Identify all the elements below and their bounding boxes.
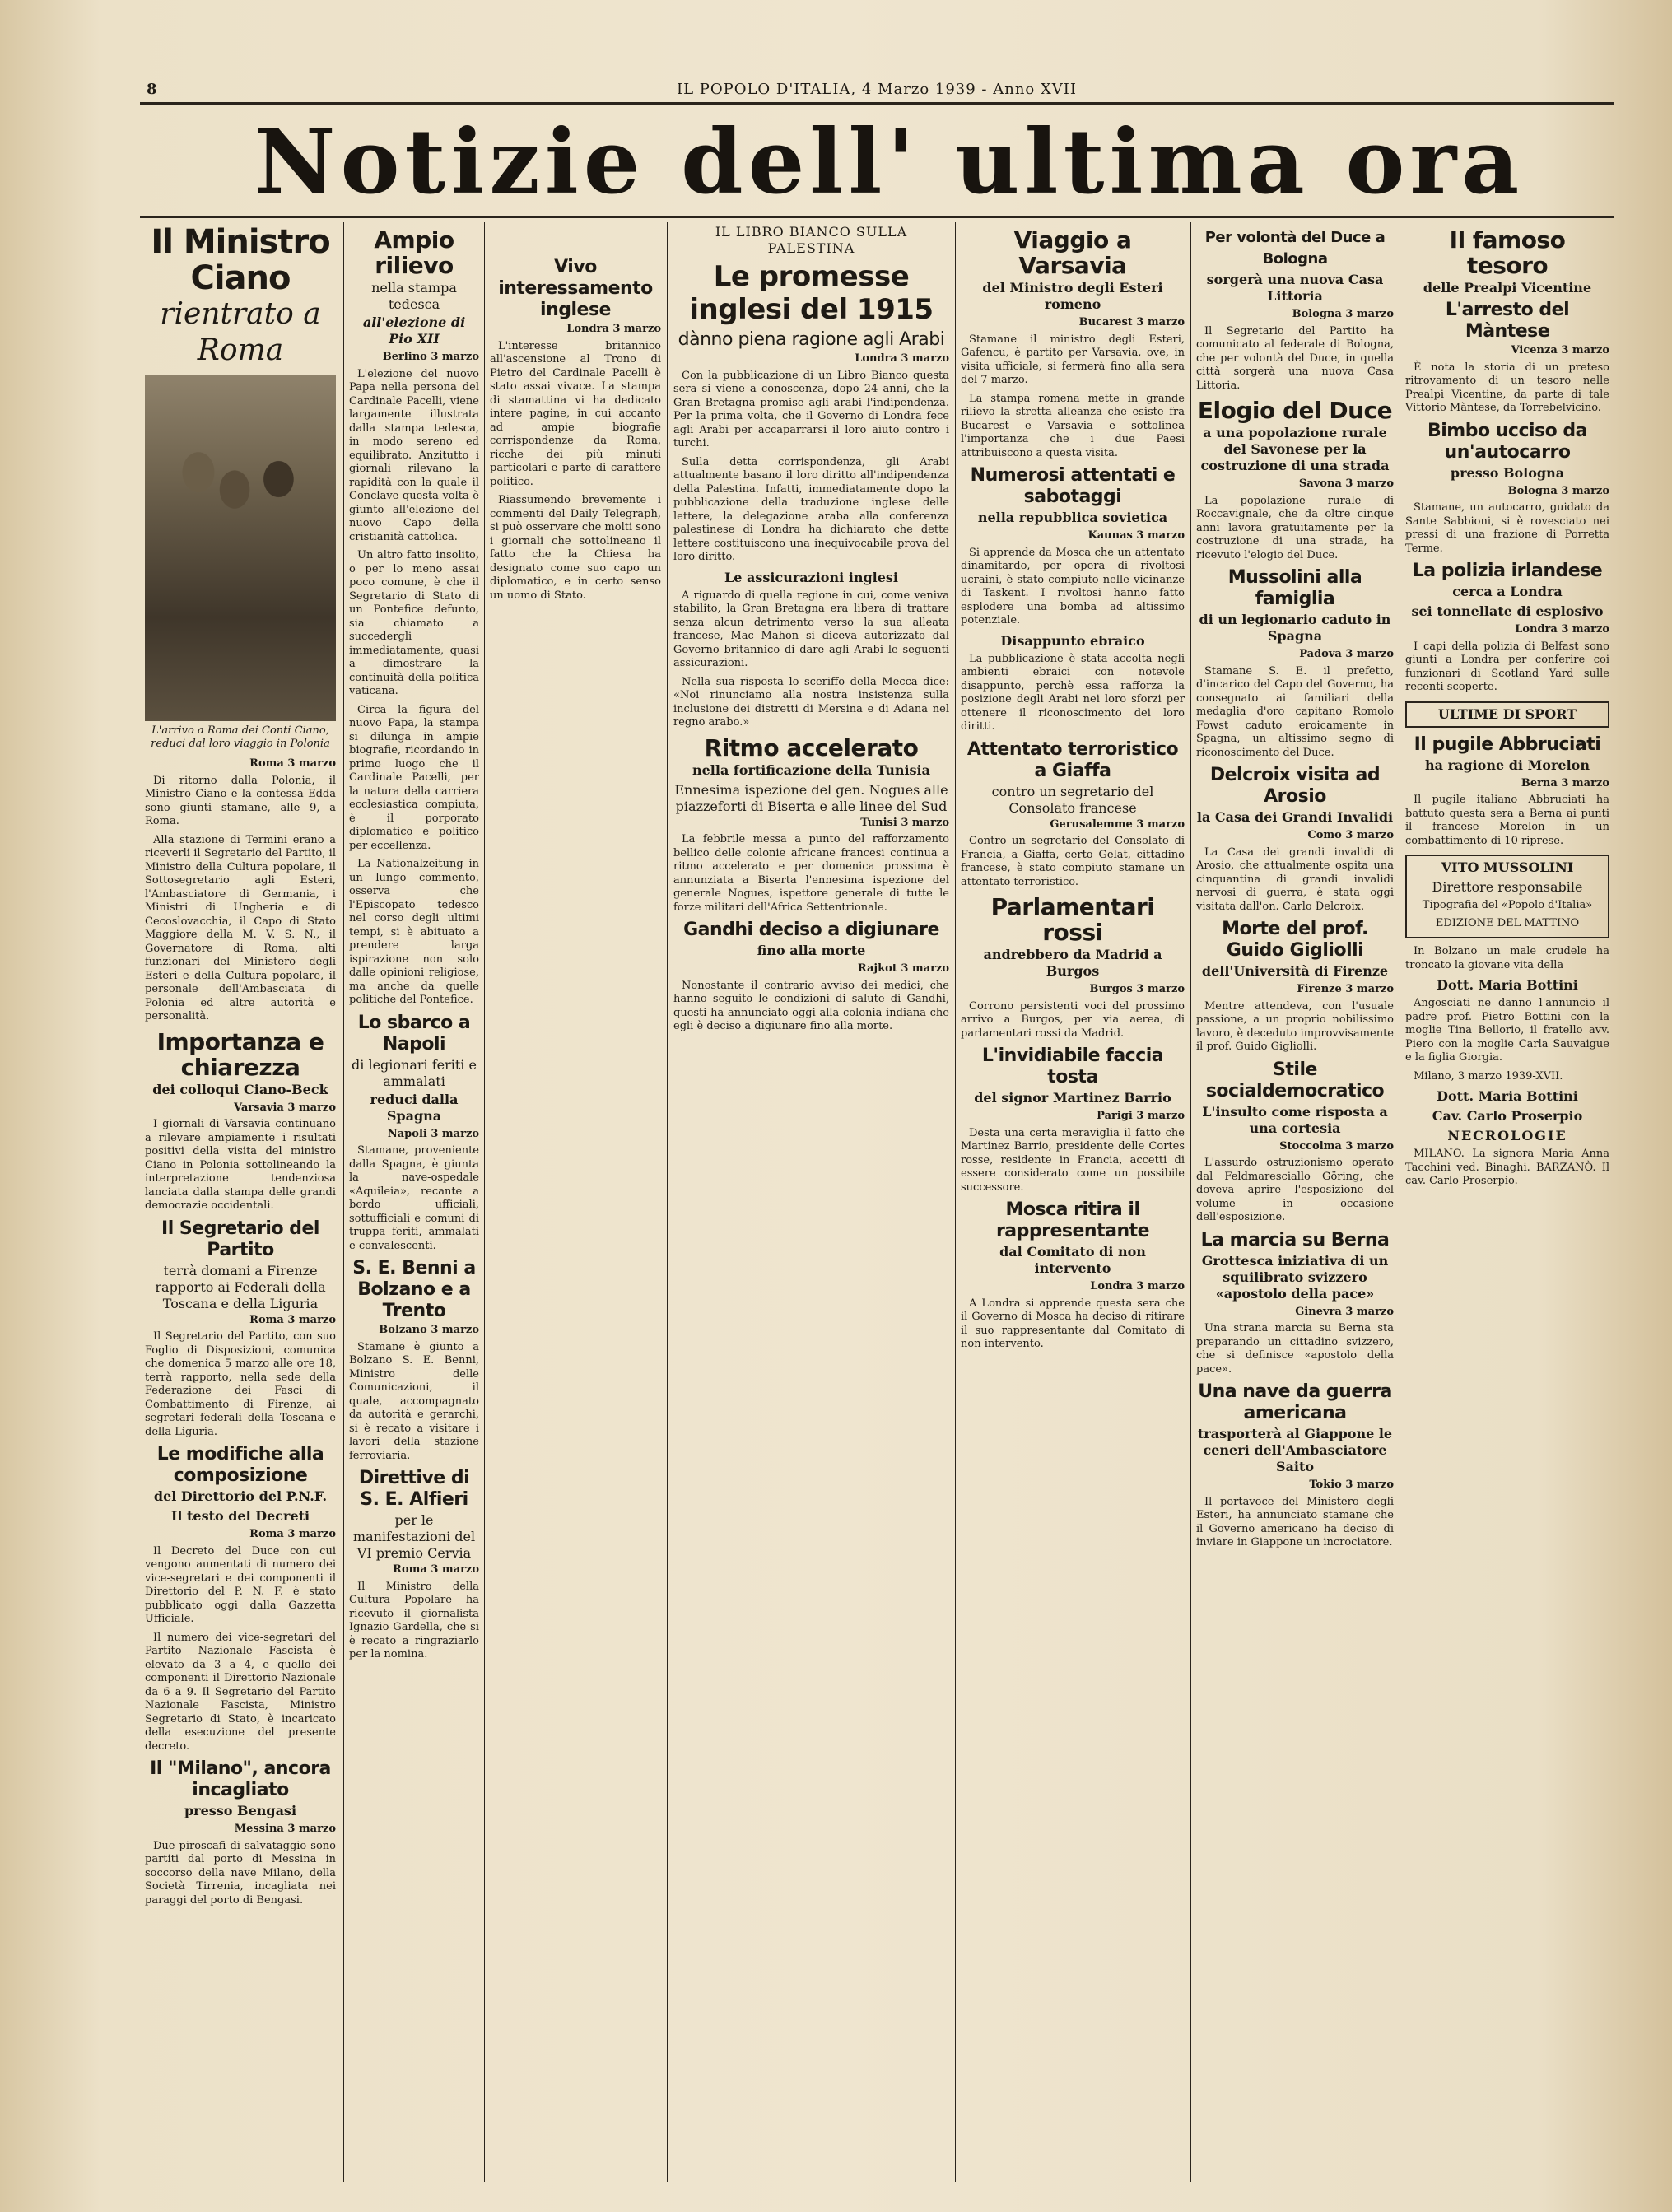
dateline: Berlino 3 marzo (382, 351, 479, 363)
article-headline: S. E. Benni a Bolzano e a Trento (352, 1258, 476, 1321)
page-number: 8 (147, 81, 158, 98)
printer-name: Tipografia del «Popolo d'Italia» (1422, 899, 1593, 911)
dateline: Roma 3 marzo (249, 1313, 336, 1326)
article-headline: Mussolini alla famiglia (1227, 567, 1362, 609)
article-paragraph: La febbrile messa a punto del rafforzamento bellico delle colonie africane francesi continua a ritmo accelerato e per domenica prossima è annunziata a Biserta l'ennesima ispezione del generale Nogues, ispettore generale di tutte le forze militari dell'Africa Settentrionale. (673, 833, 949, 914)
dateline: Bologna 3 marzo (1292, 308, 1394, 320)
article-headline: L'arresto del Màntese (1445, 300, 1570, 342)
article-headline: Lo sbarco a Napoli (357, 1012, 471, 1055)
dateline: Messina 3 marzo (234, 1823, 336, 1835)
article-paragraph: Si apprende da Mosca che un attentato dinamitardo, per opera di rivoltosi ucraini, è stato compiuto nelle vicinanze di Taskent. I rivoltosi hanno fatto esplodere una bomba ad altissimo potenziale. (961, 546, 1185, 626)
article-headline: Mosca ritira il rappresentante (995, 1199, 1150, 1241)
dateline: Padova 3 marzo (1299, 648, 1394, 660)
article-headline: Le modifiche alla composizione (156, 1444, 324, 1486)
article-headline: Il Segretario del Partito (161, 1218, 319, 1260)
article-paragraph: Con la pubblicazione di un Libro Bianco questa sera si viene a conoscenza, dopo 24 anni, che la Gran Bretagna promise agli arabi l'indipendenza. Per la prima volta, che il Governo di Londra fece agli Arabi per accaparrarsi il loro aiuto contro i turchi. (673, 369, 949, 449)
article-subheadline: nella stampa tedesca (371, 280, 457, 312)
dateline: Berna 3 marzo (1521, 776, 1609, 789)
article-paragraph: Il portavoce del Ministero degli Esteri, ha annunciato stamane che il Governo americano ha deciso di inviare in Giappone un incrociatore. (1196, 1495, 1394, 1548)
article-paragraph: Stamane, proveniente dalla Spagna, è giunta la nave-ospedale «Aquileia», recante a bordo ufficiali, sottufficiali e comuni di truppa feriti, ammalati e convalescenti. (349, 1144, 479, 1252)
article-subheadline: Ennesima ispezione del gen. Nogues alle piazzeforti di Biserta e alle linee del Sud (674, 781, 948, 814)
dateline: Roma 3 marzo (249, 757, 336, 770)
dateline: Burgos 3 marzo (1089, 983, 1185, 995)
article-headline: La marcia su Berna (1200, 1229, 1390, 1250)
dateline: Londra 3 marzo (566, 323, 661, 335)
ciano-arrival-photo (145, 375, 336, 721)
article-subheadline: sorgerà una nuova Casa Littoria (1206, 272, 1384, 304)
column-1 (145, 224, 336, 2175)
article-paragraph: Angosciati ne danno l'annuncio il padre prof. Pietro Bottini con la moglie Tina Bellorio, il fratello avv. Piero con la moglie Carla Sauvaigue e la figlia Giorgia. (1405, 997, 1609, 1064)
article-subheadline: del Ministro degli Esteri romeno (982, 280, 1163, 312)
dateline: Stoccolma 3 marzo (1279, 1139, 1394, 1153)
masthead (140, 77, 1614, 105)
article-paragraph: Sulla detta corrispondenza, gli Arabi attualmente basano il loro diritto all'indipendenza della Palestina. Infatti, immediatamente dopo la pubblicazione della traduzione inglese delle lettere, la delegazione araba alla conferenza palestinese di Londra ha dichiarato che dette lettere costituiscono una inequivocabile prova del loro diritto. (673, 455, 949, 563)
article-subheadline: ha ragione di Morelon (1425, 757, 1590, 773)
column-rule (1190, 222, 1191, 2182)
article-paragraph: A Londra si apprende questa sera che il Governo di Mosca ha deciso di ritirare il suo rappresentante dal Comitato di non intervento. (961, 1297, 1185, 1350)
article-subheadline: Grottesca iniziativa di un squilibrato svizzero «apostolo della pace» (1201, 1252, 1389, 1302)
article-subheadline: sei tonnellate di esplosivo (1411, 603, 1604, 619)
photo-caption: L'arrivo a Roma dei Conti Ciano, reduci dal loro viaggio in Polonia (151, 724, 330, 750)
dateline: Bolzano 3 marzo (379, 1324, 479, 1336)
article-subheadline: andrebbero da Madrid a Burgos (983, 947, 1162, 979)
article-paragraph: Il pugile italiano Abbruciati ha battuto questa sera a Berna ai punti il francese Morelon in un combattimento di 10 riprese. (1405, 794, 1609, 847)
necrology-heading: NECROLOGIE (1447, 1128, 1567, 1143)
article-paragraph: Il Ministro della Cultura Popolare ha ricevuto il giornalista Ignazio Gardella, che si è recato a ringraziarlo per la nomina. (349, 1580, 479, 1660)
article-headline: Una nave da guerra americana (1198, 1381, 1392, 1423)
article-subheading: Disappunto ebraico (1000, 632, 1145, 649)
article-headline: Ampio rilievo (374, 226, 454, 279)
column-rule (955, 222, 956, 2182)
article-paragraph: La popolazione rurale di Roccavignale, che da oltre cinque anni lavora gratuitamente per la costruzione di una strada, ha ricevuto l'elogio del Duce. (1196, 494, 1394, 561)
article-headline: La polizia irlandese (1412, 561, 1603, 581)
sport-section-box: ULTIME DI SPORT (1405, 701, 1609, 728)
dateline: Firenze 3 marzo (1297, 983, 1394, 995)
article-headline: Viaggio a Varsavia (1013, 226, 1132, 279)
column-rule (667, 222, 668, 2182)
dateline: Savona 3 marzo (1298, 477, 1394, 490)
article-headline: Bimbo ucciso da un'autocarro (1427, 420, 1587, 463)
article-headline: Il pugile Abbruciati (1414, 733, 1601, 755)
article-paragraph: La pubblicazione è stata accolta negli ambienti ebraici con notevole disappunto, perchè essa rafforza la posizione degli Arabi nei loro sforzi per ottenere il riconoscimento dei loro diritti. (961, 652, 1185, 733)
article-paragraph: In Bolzano un male crudele ha troncato la giovane vita della (1405, 945, 1609, 971)
dateline: Kaunas 3 marzo (1087, 529, 1185, 542)
article-paragraph: Corrono persistenti voci del prossimo arrivo a Burgos, per via aerea, di parlamentari rossi da Madrid. (961, 999, 1185, 1040)
article-paragraph: È nota la storia di un preteso ritrovamento di un tesoro nelle Prealpi Vicentine, da parte di tale Vittorio Màntese, da Torrebelvicino. (1405, 361, 1609, 414)
article-subheadline: del signor Martinez Barrio (974, 1090, 1171, 1106)
article-paragraph: L'elezione del nuovo Papa nella persona del Cardinale Pacelli, viene largamente illustrata dalla stampa tedesca, in modo sereno ed equilibrato. Anzitutto i giornali rilevano la rapidità con la quale il Conclave questa volta è giunto all'elezione del nuovo Capo della cristianità cattolica. (349, 367, 479, 543)
article-paragraph: L'interesse britannico all'ascensione al Trono di Pietro del Cardinale Pacelli è stato assai vivace. La stampa di stamattina vi ha dedicato intere pagine, in cui accanto ad ampie biografie corrispondenze da Roma, ricche dei più minuti particolari e parte di carattere politico. (490, 339, 661, 488)
article-headline: Importanza e chiarezza (156, 1027, 324, 1081)
column-6 (1196, 224, 1394, 2175)
article-subheadline: L'insulto come risposta a una cortesia (1202, 1103, 1388, 1136)
article-subheadline: la Casa dei Grandi Invalidi (1196, 809, 1394, 825)
column-rule (484, 222, 485, 2182)
article-paragraph: MILANO. La signora Maria Anna Tacchini ved. Binaghi. BARZANÒ. Il cav. Carlo Proserpio. (1405, 1148, 1609, 1187)
edition-label: EDIZIONE DEL MATTINO (1435, 917, 1580, 929)
article-subheadline: fino alla morte (757, 943, 866, 958)
director-name: VITO MUSSOLINI (1441, 859, 1574, 875)
article-subheadline: del Direttorio del P.N.F. (153, 1488, 328, 1504)
dateline: Gerusalemme 3 marzo (1050, 817, 1185, 831)
column-5 (961, 224, 1185, 2175)
article-paragraph: A riguardo di quella regione in cui, come veniva stabilito, la Gran Bretagna era libera di trattare senza alcun detrimento verso la sua alleata francese, Mac Mahon si diceva autorizzato dal Governo britannico di dare agli Arabi le seguenti assicurazioni. (673, 589, 949, 669)
article-paragraph: I giornali di Varsavia continuano a rilevare ampiamente i risultati positivi della visita del ministro Ciano in Polonia sottolineando la interpretazione tendenziosa lanciata dalla stampa delle grandi democrazie occidentali. (145, 1118, 336, 1212)
dateline: Vicenza 3 marzo (1511, 344, 1609, 356)
dateline: Roma 3 marzo (249, 1528, 336, 1540)
column-7 (1405, 224, 1609, 2175)
article-paragraph: I capi della polizia di Belfast sono giunti a Londra per conferire coi funzionari di Scotland Yard sulle recenti scoperte. (1405, 640, 1609, 693)
imprint-box (1405, 855, 1609, 938)
article-subheadline: terrà domani a Firenze rapporto ai Federali della Toscana e della Liguria (155, 1262, 326, 1311)
dateline: Como 3 marzo (1307, 829, 1394, 841)
article-paragraph: Desta una certa meraviglia il fatto che Martinez Barrio, presidente delle Cortes rosse, residente in Francia, accetti di essere considerato come un possibile successore. (961, 1126, 1185, 1194)
article-paragraph: Stamane S. E. il prefetto, d'incarico del Capo del Governo, ha consegnato ai familiari della medaglia d'oro capitano Romolo Fowst caduto eroicamente in Spagna, un altissimo segno di riconoscimento del Duce. (1196, 664, 1394, 759)
masthead-title: IL POPOLO D'ITALIA, 4 Marzo 1939 - Anno XVII (676, 81, 1078, 98)
article-subheadline: a una popolazione rurale del Savonese per la costruzione di una strada (1200, 425, 1390, 473)
article-paragraph: Stamane il ministro degli Esteri, Gafencu, è partito per Varsavia, ove, in visita ufficiale, si fermerà fino alla sera del 7 marzo. (961, 333, 1185, 386)
article-paragraph: Alla stazione di Termini erano a riceverli il Segretario del Partito, il Ministro della Cultura popolare, il Sottosegretario agli Esteri, l'Ambasciatore di Germania, i Ministri di Ungheria e di Cecoslovacchia, il Capo di Stato Maggiore della M. V. S. N., il Governatore di Roma, alti funzionari del Ministero degli Esteri e della Cultura popolare, il personale dell'Ambasciata di Polonia ed altre autorità e personalità. (145, 833, 336, 1022)
dateline: Londra 3 marzo (1090, 1280, 1185, 1292)
headline-rule (140, 216, 1614, 218)
article-headline: Il famoso tesoro (1449, 226, 1566, 279)
article-headline: Delcroix visita ad Arosio (1209, 765, 1381, 807)
article-headline: Morte del prof. Guido Gigliolli (1222, 919, 1368, 961)
article-subheadline: cerca a Londra (1452, 584, 1563, 599)
article-paragraph: Il Segretario del Partito ha comunicato al federale di Bologna, che per volontà del Duce, in quella città sorgerà una nuova Casa Littoria. (1196, 324, 1394, 392)
article-subheading: Le assicurazioni inglesi (724, 569, 898, 585)
article-subheadline: trasporterà al Giappone le ceneri dell'Ambasciatore Saito (1197, 1426, 1393, 1474)
article-headline: Attentato terroristico a Giaffa (966, 738, 1179, 781)
article-subheadline: dell'Università di Firenze (1201, 963, 1389, 979)
article-paragraph: Un altro fatto insolito, o per lo meno assai poco comune, è che il Segretario di Stato di un Pontefice defunto, sia chiamato a succedergli immediatamente, quasi a dimostrare la continuità della politica vaticana. (349, 549, 479, 697)
article-headline: Gandhi deciso a digiunare (683, 920, 939, 940)
article-paragraph: Il Decreto del Duce con cui vengono aumentati di numero dei vice-segretari e dei componenti il Direttorio del P. N. F. è stato pubblicato oggi dalla Gazzetta Ufficiale. (145, 1544, 336, 1625)
dateline: Tokio 3 marzo (1309, 1479, 1394, 1491)
article-subheadline: di legionari feriti e ammalati (352, 1056, 477, 1089)
dateline: Roma 3 marzo (393, 1563, 479, 1576)
article-paragraph: Mentre attendeva, con l'usuale passione, a un proprio nobilissimo lavoro, è deceduto improvvisamente il prof. Guido Gigliolli. (1196, 999, 1394, 1053)
article-paragraph: L'assurdo ostruzionismo operato dal Feldmaresciallo Göring, che doveva aprire l'esposizione del volume in occasione dell'esposizione. (1196, 1157, 1394, 1223)
obituary-name: Dott. Maria Bottini (1437, 1088, 1578, 1104)
article-subheadline: nella fortificazione della Tunisia (692, 761, 930, 778)
obituary-name: Dott. Maria Bottini (1437, 977, 1578, 993)
article-paragraph: Milano, 3 marzo 1939-XVII. (1414, 1069, 1563, 1083)
article-headline: L'invidiabile faccia tosta (981, 1045, 1164, 1087)
dateline: Bucarest 3 marzo (1078, 316, 1185, 328)
dateline: Rajkot 3 marzo (857, 962, 949, 975)
article-subheadline: per le manifestazioni del VI premio Cervia (352, 1512, 476, 1561)
article-headline: Direttive di S. E. Alfieri (358, 1468, 470, 1510)
column-2 (349, 224, 479, 2175)
article-subheadline: reduci dalla Spagna (370, 1091, 459, 1124)
article-subheadline: presso Bologna (1450, 464, 1565, 481)
dateline: Bologna 3 marzo (1507, 484, 1609, 497)
article-headline: Stile socialdemocratico (1205, 1059, 1385, 1101)
article-paragraph: Nonostante il contrario avviso dei medici, che hanno seguito le condizioni di salute di Gandhi, questi ha annunciato oggi alla colonia indiana che egli è deciso a digiunare fino alla morte. (673, 979, 949, 1032)
article-subheadline: di un legionario caduto in Spagna (1199, 612, 1391, 644)
article-paragraph: La Nationalzeitung in un lungo commento, osserva che l'Episcopato tedesco nel corso degli ultimi tempi, si è abituato a prendere larga ispirazione non solo dalle opinioni religiose, ma anche da quelle politiche del Pontefice. (349, 858, 479, 1006)
article-headline: Ritmo accelerato (704, 733, 919, 761)
dateline: Londra 3 marzo (1515, 623, 1609, 636)
article-headline: Il "Milano", ancora incagliato (150, 1758, 331, 1800)
article-subheadline: presso Bengasi (184, 1803, 297, 1818)
article-paragraph: La Casa dei grandi invalidi di Arosio, che attualmente ospita una cinquantina di grandi invalidi nervosi di guerra, è stata oggi visitata dall'on. Carlo Delcroix. (1196, 845, 1394, 913)
article-headline: Parlamentari rossi (990, 893, 1155, 946)
article-paragraph: Una strana marcia su Berna sta preparando un cittadino svizzero, che si definisce «apostolo della pace». (1196, 1322, 1394, 1376)
obituary-name: Cav. Carlo Proserpio (1432, 1108, 1583, 1124)
article-headline: Vivo interessamento inglese (498, 257, 653, 320)
article-paragraph: Stamane è giunto a Bolzano S. E. Benni, Ministro delle Comunicazioni, il quale, accompagnato da autorità e gerarchi, si è recato a visitare i lavori della stazione ferroviaria. (349, 1340, 479, 1462)
article-paragraph: Due piroscafi di salvataggio sono partiti dal porto di Messina in soccorso della nave Milano, della Società Tirrenia, incagliata nei paraggi del porto di Bengasi. (145, 1839, 336, 1907)
article-paragraph: Nella sua risposta lo sceriffo della Mecca dice: «Noi rinunciamo alla nostra insistenza sulla inclusione dei distretti di Mersina e di Adana nel regno arabo.» (673, 675, 949, 729)
dateline: Napoli 3 marzo (387, 1127, 479, 1140)
article-headline: Le promesse inglesi del 1915 (689, 260, 934, 326)
dateline: Parigi 3 marzo (1097, 1110, 1185, 1122)
article-paragraph: La stampa romena mette in grande rilievo la stretta alleanza che esiste fra Bucarest e Varsavia e sottolinea l'importanza che i due Paesi attribuiscono a questa visita. (961, 392, 1185, 459)
article-subheadline: all'elezione di Pio XII (362, 314, 466, 347)
article-headline: Numerosi attentati e sabotaggi (970, 465, 1176, 507)
article-headline: Il Ministro Ciano (151, 224, 330, 297)
column-3 (490, 224, 661, 2175)
column-rule (343, 222, 344, 2182)
article-subheadline: delle Prealpi Vicentine (1423, 280, 1592, 296)
dateline: Varsavia 3 marzo (233, 1101, 336, 1114)
article-subheadline: Il testo del Decreti (170, 1508, 310, 1524)
director-role: Direttore responsabile (1432, 879, 1583, 895)
article-subheadline: nella repubblica sovietica (977, 510, 1168, 525)
article-paragraph: Circa la figura del nuovo Papa, la stampa si dilunga in ampie biografie, ricordando in primo luogo che il Cardinale Pacelli, per la natura della carriera ecclesiastica compiuta, è il porporato diplomatico e politico per eccellenza. (349, 703, 479, 852)
article-kicker: IL LIBRO BIANCO SULLA PALESTINA (715, 224, 908, 256)
article-subheadline: dànno piena ragione agli Arabi (678, 329, 945, 350)
article-paragraph: Contro un segretario del Consolato di Francia, a Giaffa, certo Gelat, cittadino francese, è stato compiuto stamane un attentato terroristico. (961, 835, 1185, 888)
dateline: Londra 3 marzo (855, 352, 949, 365)
article-paragraph: Di ritorno dalla Polonia, il Ministro Ciano e la contessa Edda sono giunti stamane, alle 9, a Roma. (145, 774, 336, 827)
dateline: Ginevra 3 marzo (1295, 1305, 1394, 1318)
article-headline: Elogio del Duce (1197, 397, 1393, 424)
article-paragraph: Riassumendo brevemente i commenti del Daily Telegraph, si può osservare che molti sono i giornali che sottolineano il fatto che la Chiesa ha designato come suo capo un diplomatico, e in certo senso un uomo di Stato. (490, 494, 661, 602)
article-headline: Per volontà del Duce a Bologna (1204, 229, 1386, 268)
article-subheadline: dal Comitato di non intervento (999, 1244, 1146, 1276)
dateline: Tunisi 3 marzo (860, 816, 949, 829)
article-subheadline: contro un segretario del Consolato francese (991, 783, 1154, 816)
page-headline: Notizie dell' ultima ora (254, 110, 1525, 214)
article-paragraph: Il Segretario del Partito, con suo Foglio di Disposizioni, comunica che domenica 5 marzo alle ore 18, terrà rapporto, nella sede della Federazione dei Fasci di Combattimento di Firenze, ai segretari federali della Toscana e della Liguria. (145, 1330, 336, 1438)
column-4 (673, 224, 949, 2175)
article-subheadline: dei colloqui Ciano-Beck (152, 1081, 328, 1097)
article-paragraph: Stamane, un autocarro, guidato da Sante Sabbioni, si è rovesciato nei pressi di una frazione di Porretta Terme. (1405, 501, 1609, 555)
article-subheadline: rientrato a Roma (160, 297, 321, 367)
article-paragraph: Il numero dei vice-segretari del Partito Nazionale Fascista è elevato da 3 a 4, e quello dei componenti il Direttorio Nazionale da 6 a 9. Il Segretario del Partito Nazionale Fascista, Ministro Segretario di Stato, è incaricato della esecuzione del presente decreto. (145, 1631, 336, 1753)
